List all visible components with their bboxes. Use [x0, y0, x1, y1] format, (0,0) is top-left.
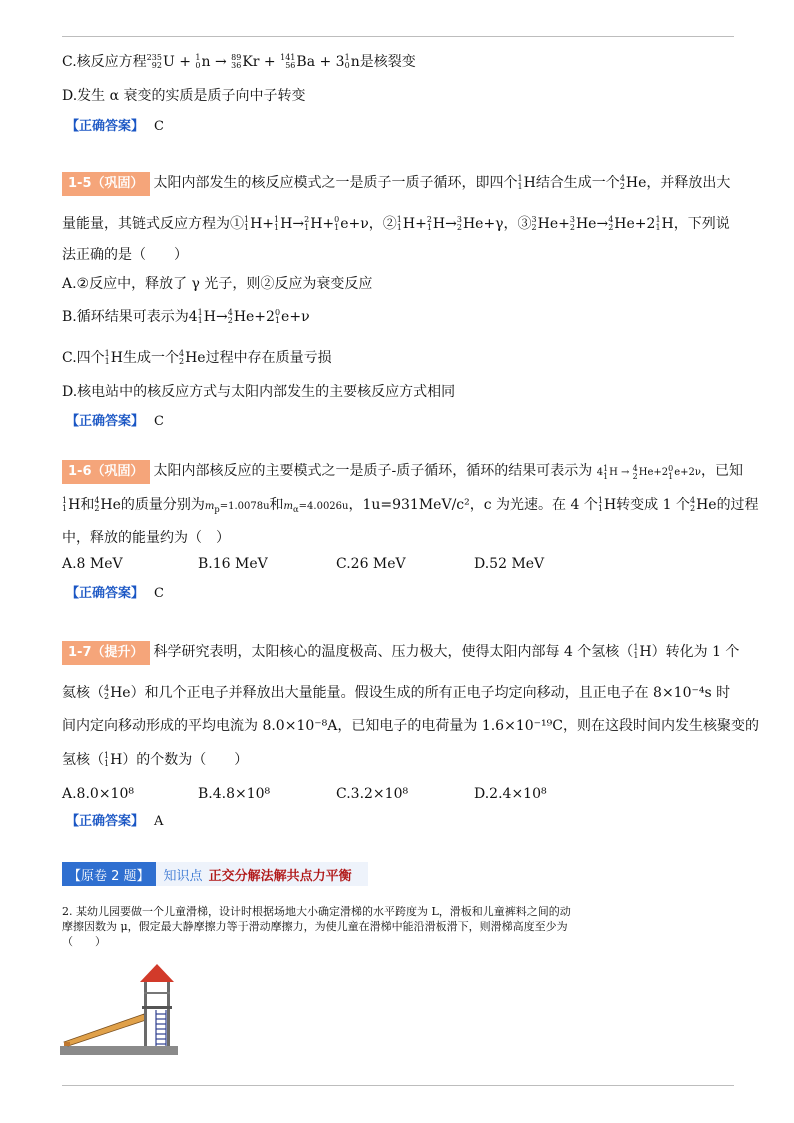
prev-option-d: D.发生 α 衰变的实质是质子向中子转变: [62, 88, 306, 104]
answer-q16: 【正确答案】 C: [66, 586, 164, 601]
q2-line2: 摩擦因数为 μ，假定最大静摩擦力等于滑动摩擦力，为使儿童在滑梯中能沿滑板滑下，则滑梯高度至少为: [62, 920, 568, 933]
q17-line1: 1-7（提升） 科学研究表明，太阳核心的温度极高、压力极大，使得太阳内部每 4 个氢核（ 1 1 H）转化为 1 个: [62, 641, 739, 665]
q16-option-a: A.8 MeV: [62, 556, 123, 572]
q16-line1: 1-6（巩固） 太阳内部核反应的主要模式之一是质子-质子循环，循环的结果可表示为 4 1 1 H → 4 2 He+2 0 1 e+2ν，已知: [62, 460, 743, 484]
answer-q17: 【正确答案】 A: [66, 814, 164, 829]
q16-line3: 中，释放的能量约为（ ）: [62, 530, 230, 546]
top-rule: [62, 36, 734, 37]
q17-option-a: A.8.0×10⁸: [62, 786, 134, 802]
q17-line4: 氢核（ 1 1 H）的个数为（ ）: [62, 751, 249, 768]
tower-roof: [140, 964, 174, 982]
q16-option-c: C.26 MeV: [336, 556, 406, 572]
q16-line2: 1 1 H和 4 2 He的质量分别为$m_p=1.0078u$和$m_\alpha=4.0026u$，1u=931MeV/c²，c 为光速。在 4 个 1 1 H转变成 1 个 4 2 He的过程: [62, 496, 759, 514]
prev-option-c: C.核反应方程 235 92 U + 1 0 n → 89 36 Kr + 141 56 Ba + 3 1 0 n是核裂变: [62, 53, 416, 70]
q17-line2: 氦核（ 4 2 He）和几个正电子并释放出大量能量。假设生成的所有正电子均定向移动，且正电子在 8×10⁻⁴s 时: [62, 684, 731, 701]
q15-line3: 法正确的是（ ）: [62, 247, 188, 263]
q2-line3: （ ）: [62, 935, 106, 948]
q17-line3: 间内定向移动形成的平均电流为 8.0×10⁻⁸A，已知电子的电荷量为 1.6×10⁻¹⁹C，则在这段时间内发生核聚变的: [62, 718, 759, 734]
banner-topic: 正交分解法解共点力平衡: [208, 868, 352, 884]
q15-option-b: B.循环结果可表示为4 1 1 H→ 4 2 He+2 0 1 e+ν: [62, 308, 310, 325]
slide-illustration: [60, 962, 182, 1058]
q15-option-a: A.②反应中，释放了 γ 光子，则②反应为衰变反应: [62, 276, 373, 292]
q17-option-c: C.3.2×10⁸: [336, 786, 409, 802]
answer-q15: 【正确答案】 C: [66, 414, 164, 429]
slide-board: [64, 1014, 146, 1046]
tower-rail: [144, 992, 170, 994]
q15-line2: 量能量，其链式反应方程为① 1 1 H+ 1 1 H→ 2 1 H+ 0 1 e+ν，② 1 1 H+ 2 1 H→ 3 2 He+γ，③ 3 2 He+ 3 2 He→ 4 2 He+2 1 1 H，下列说: [62, 215, 730, 232]
answer-prev: 【正确答案】 C: [66, 119, 164, 134]
q16-tag: 1-6（巩固）: [62, 460, 150, 484]
tower-post-right: [167, 982, 170, 1046]
bottom-rule: [62, 1085, 734, 1086]
q16-option-d: D.52 MeV: [474, 556, 545, 572]
banner-label: 知识点: [163, 868, 203, 884]
ground-base: [60, 1046, 178, 1055]
q17-option-d: D.2.4×10⁸: [474, 786, 547, 802]
q16-option-b: B.16 MeV: [198, 556, 268, 572]
ladder: [156, 1010, 166, 1046]
banner-source: 【原卷 2 题】: [62, 862, 156, 886]
q15-option-c: C.四个 1 1 H生成一个 4 2 He过程中存在质量亏损: [62, 349, 332, 366]
slide-side: [64, 1042, 70, 1046]
q17-option-b: B.4.8×10⁸: [198, 786, 271, 802]
q2-line1: 2. 某幼儿园要做一个儿童滑梯，设计时根据场地大小确定滑梯的水平跨度为 L，滑板和儿童裤料之间的动: [62, 905, 571, 918]
q15-option-d: D.核电站中的核反应方式与太阳内部发生的主要核反应方式相同: [62, 384, 456, 400]
knowledge-banner: [62, 862, 368, 886]
q17-tag: 1-7（提升）: [62, 641, 150, 665]
q15-line1: 1-5（巩固） 太阳内部发生的核反应模式之一是质子一质子循环，即四个 1 1 H结合生成一个 4 2 He，并释放出大: [62, 172, 730, 196]
tower-post-left: [144, 982, 147, 1046]
tower-platform: [142, 1006, 172, 1009]
q15-tag: 1-5（巩固）: [62, 172, 150, 196]
